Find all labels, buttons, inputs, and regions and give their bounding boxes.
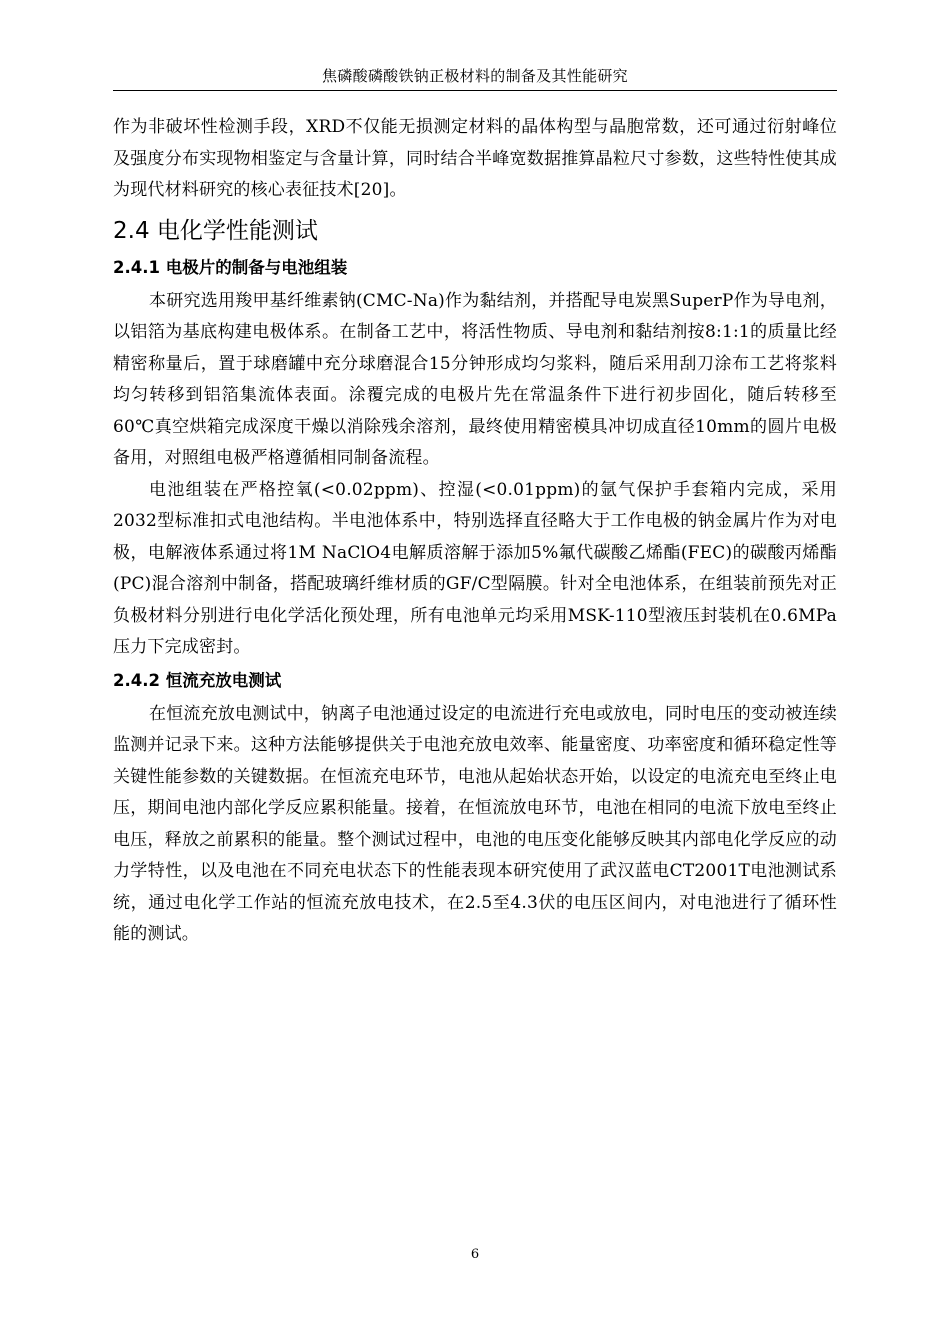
page-body [113, 112, 837, 951]
subsection-heading-2-4-1: 2.4.1 电极片的制备与电池组装 [113, 257, 348, 277]
header-divider [113, 90, 837, 91]
section-heading-2-4: 2.4 电化学性能测试 [113, 217, 318, 244]
running-header: 焦磷酸磷酸铁钠正极材料的制备及其性能研究 [321, 67, 628, 85]
page-number: 6 [470, 1247, 480, 1262]
intro-paragraph: 作为非破坏性检测手段，XRD不仅能无损测定材料的晶体构型与晶胞常数，还可通过衍射峰位及强度分布实现物相鉴定与含量计算，同时结合半峰宽数据推算晶粒尺寸参数，这些特性使其成为现代材料研究的核心表征技术[20]。 [113, 117, 837, 200]
paragraph-galvanostatic-test: 在恒流充放电测试中，钠离子电池通过设定的电流进行充电或放电，同时电压的变动被连续监测并记录下来。这种方法能够提供关于电池充放电效率、能量密度、功率密度和循环稳定性等关键性能参数的关键数据。在恒流充电环节，电池从起始状态开始，以设定的电流充电至终止电压，期间电池内部化学反应累积能量。接着，在恒流放电环节，电池在相同的电流下放电至终止电压，释放之前累积的能量。整个测试过程中，电池的电压变化能够反映其内部电化学反应的动力学特性，以及电池在不同充电状态下的性能表现本研究使用了武汉蓝电CT2001T电池测试系统，通过电化学工作站的恒流充放电技术，在2.5至4.3伏的电压区间内，对电池进行了循环性能的测试。 [113, 703, 837, 944]
subsection-heading-2-4-2: 2.4.2 恒流充放电测试 [113, 670, 282, 690]
paragraph-battery-assembly: 电池组装在严格控氧(<0.02ppm)、控湿(<0.01ppm)的氩气保护手套箱内完成，采用2032型标准扣式电池结构。半电池体系中，特别选择直径略大于工作电极的钠金属片作为对电极，电解液体系通过将1M NaClO4电解质溶解于添加5%氟代碳酸乙烯酯(FEC)的碳酸丙烯酯(PC)混合溶剂中制备，搭配玻璃纤维材质的GF/C型隔膜。针对全电池体系，在组装前预先对正负极材料分别进行电化学活化预处理，所有电池单元均采用MSK-110型液压封装机在0.6MPa压力下完成密封。 [113, 479, 837, 657]
paragraph-electrode-preparation: 本研究选用羧甲基纤维素钠(CMC-Na)作为黏结剂，并搭配导电炭黑SuperP作为导电剂，以铝箔为基底构建电极体系。在制备工艺中，将活性物质、导电剂和黏结剂按8:1:1的质量比经精密称量后，置于球磨罐中充分球磨混合15分钟形成均匀浆料，随后采用刮刀涂布工艺将浆料均匀转移到铝箔集流体表面。涂覆完成的电极片先在常温条件下进行初步固化，随后转移至60℃真空烘箱完成深度干燥以消除残余溶剂，最终使用精密模具冲切成直径10mm的圆片电极备用，对照组电极严格遵循相同制备流程。 [113, 290, 837, 468]
